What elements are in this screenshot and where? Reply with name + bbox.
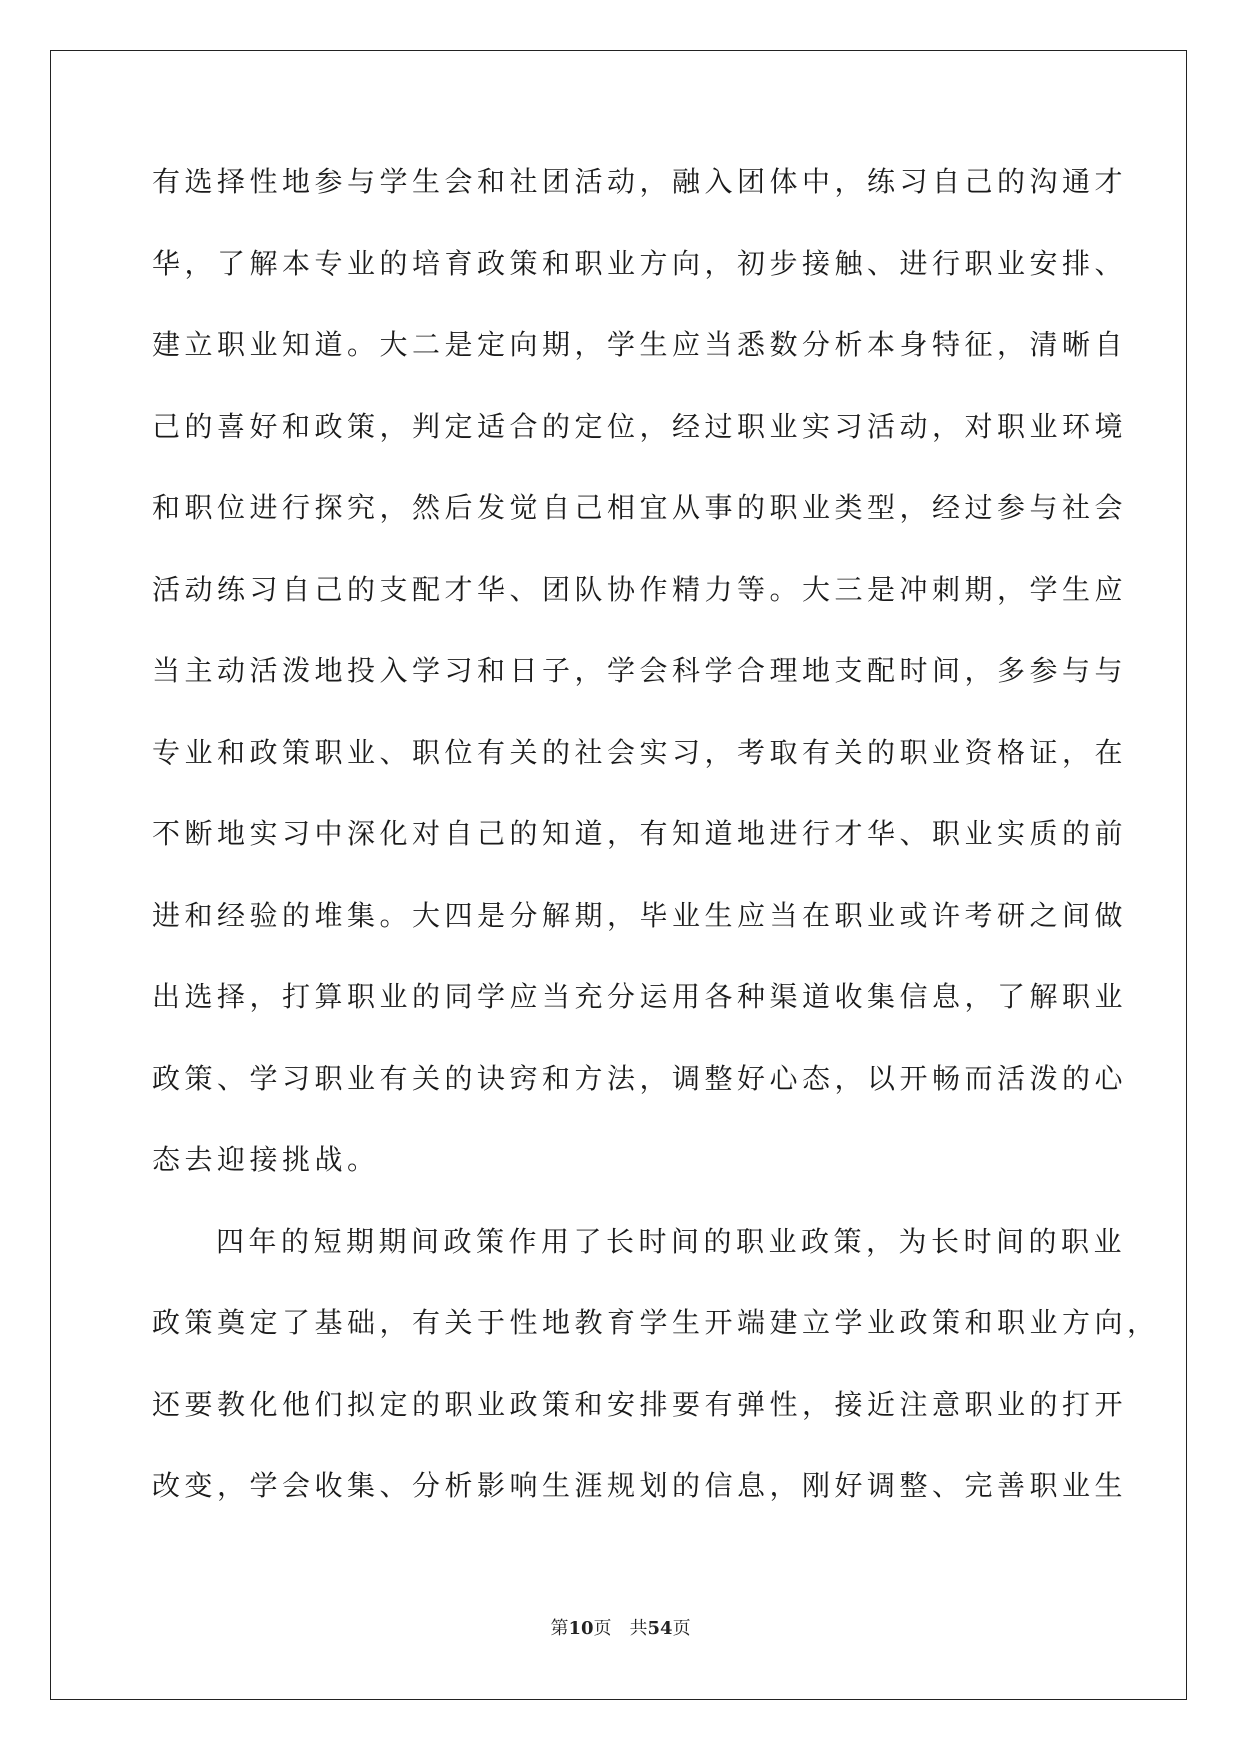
body-line: 活动练习自己的支配才华、团队协作精力等。大三是冲刺期，学生应: [152, 572, 1128, 606]
body-line: 态去迎接挑战。: [152, 1143, 380, 1176]
body-line: 当主动活泼地投入学习和日子，学会科学合理地支配时间，多参与与: [152, 654, 1128, 687]
body-line: 有选择性地参与学生会和社团活动，融入团体中，练习自己的沟通才: [152, 165, 1128, 198]
body-line: 政策奠定了基础，有关于性地教育学生开端建立学业政策和职业方向，: [152, 1306, 1160, 1339]
total-prefix: 共: [629, 1618, 648, 1639]
body-line: 进和经验的堆集。大四是分解期，毕业生应当在职业或许考研之间做: [152, 898, 1128, 932]
page-prefix: 第: [550, 1618, 569, 1639]
document-body: [152, 158, 1160, 1544]
page-suffix: 页: [593, 1618, 612, 1639]
body-line: 华，了解本专业的培育政策和职业方向，初步接触、进行职业安排、: [152, 246, 1128, 280]
body-line: 建立职业知道。大二是定向期，学生应当悉数分析本身特征，清晰自: [152, 328, 1128, 361]
page-footer: [0, 1614, 1241, 1640]
body-line: 还要教化他们拟定的职业政策和安排要有弹性，接近注意职业的打开: [152, 1387, 1128, 1421]
body-line: 政策、学习职业有关的诀窍和方法，调整好心态，以开畅而活泼的心: [152, 1061, 1128, 1095]
paragraph-first-line: 四年的短期期间政策作用了长时间的职业政策，为长时间的职业: [216, 1224, 1127, 1258]
total-suffix: 页: [672, 1618, 691, 1639]
total-page-count: 54: [647, 1618, 673, 1639]
body-line: 和职位进行探究，然后发觉自己相宜从事的职业类型，经过参与社会: [152, 491, 1128, 524]
body-line: 专业和政策职业、职位有关的社会实习，考取有关的职业资格证，在: [152, 735, 1128, 769]
body-line: 出选择，打算职业的同学应当充分运用各种渠道收集信息，了解职业: [152, 980, 1128, 1013]
current-page-number: 10: [568, 1618, 594, 1639]
body-line: 改变，学会收集、分析影响生涯规划的信息，刚好调整、完善职业生: [152, 1469, 1128, 1502]
body-line: 己的喜好和政策，判定适合的定位，经过职业实习活动，对职业环境: [152, 409, 1128, 443]
body-line: 不断地实习中深化对自己的知道，有知道地进行才华、职业实质的前: [152, 817, 1128, 850]
